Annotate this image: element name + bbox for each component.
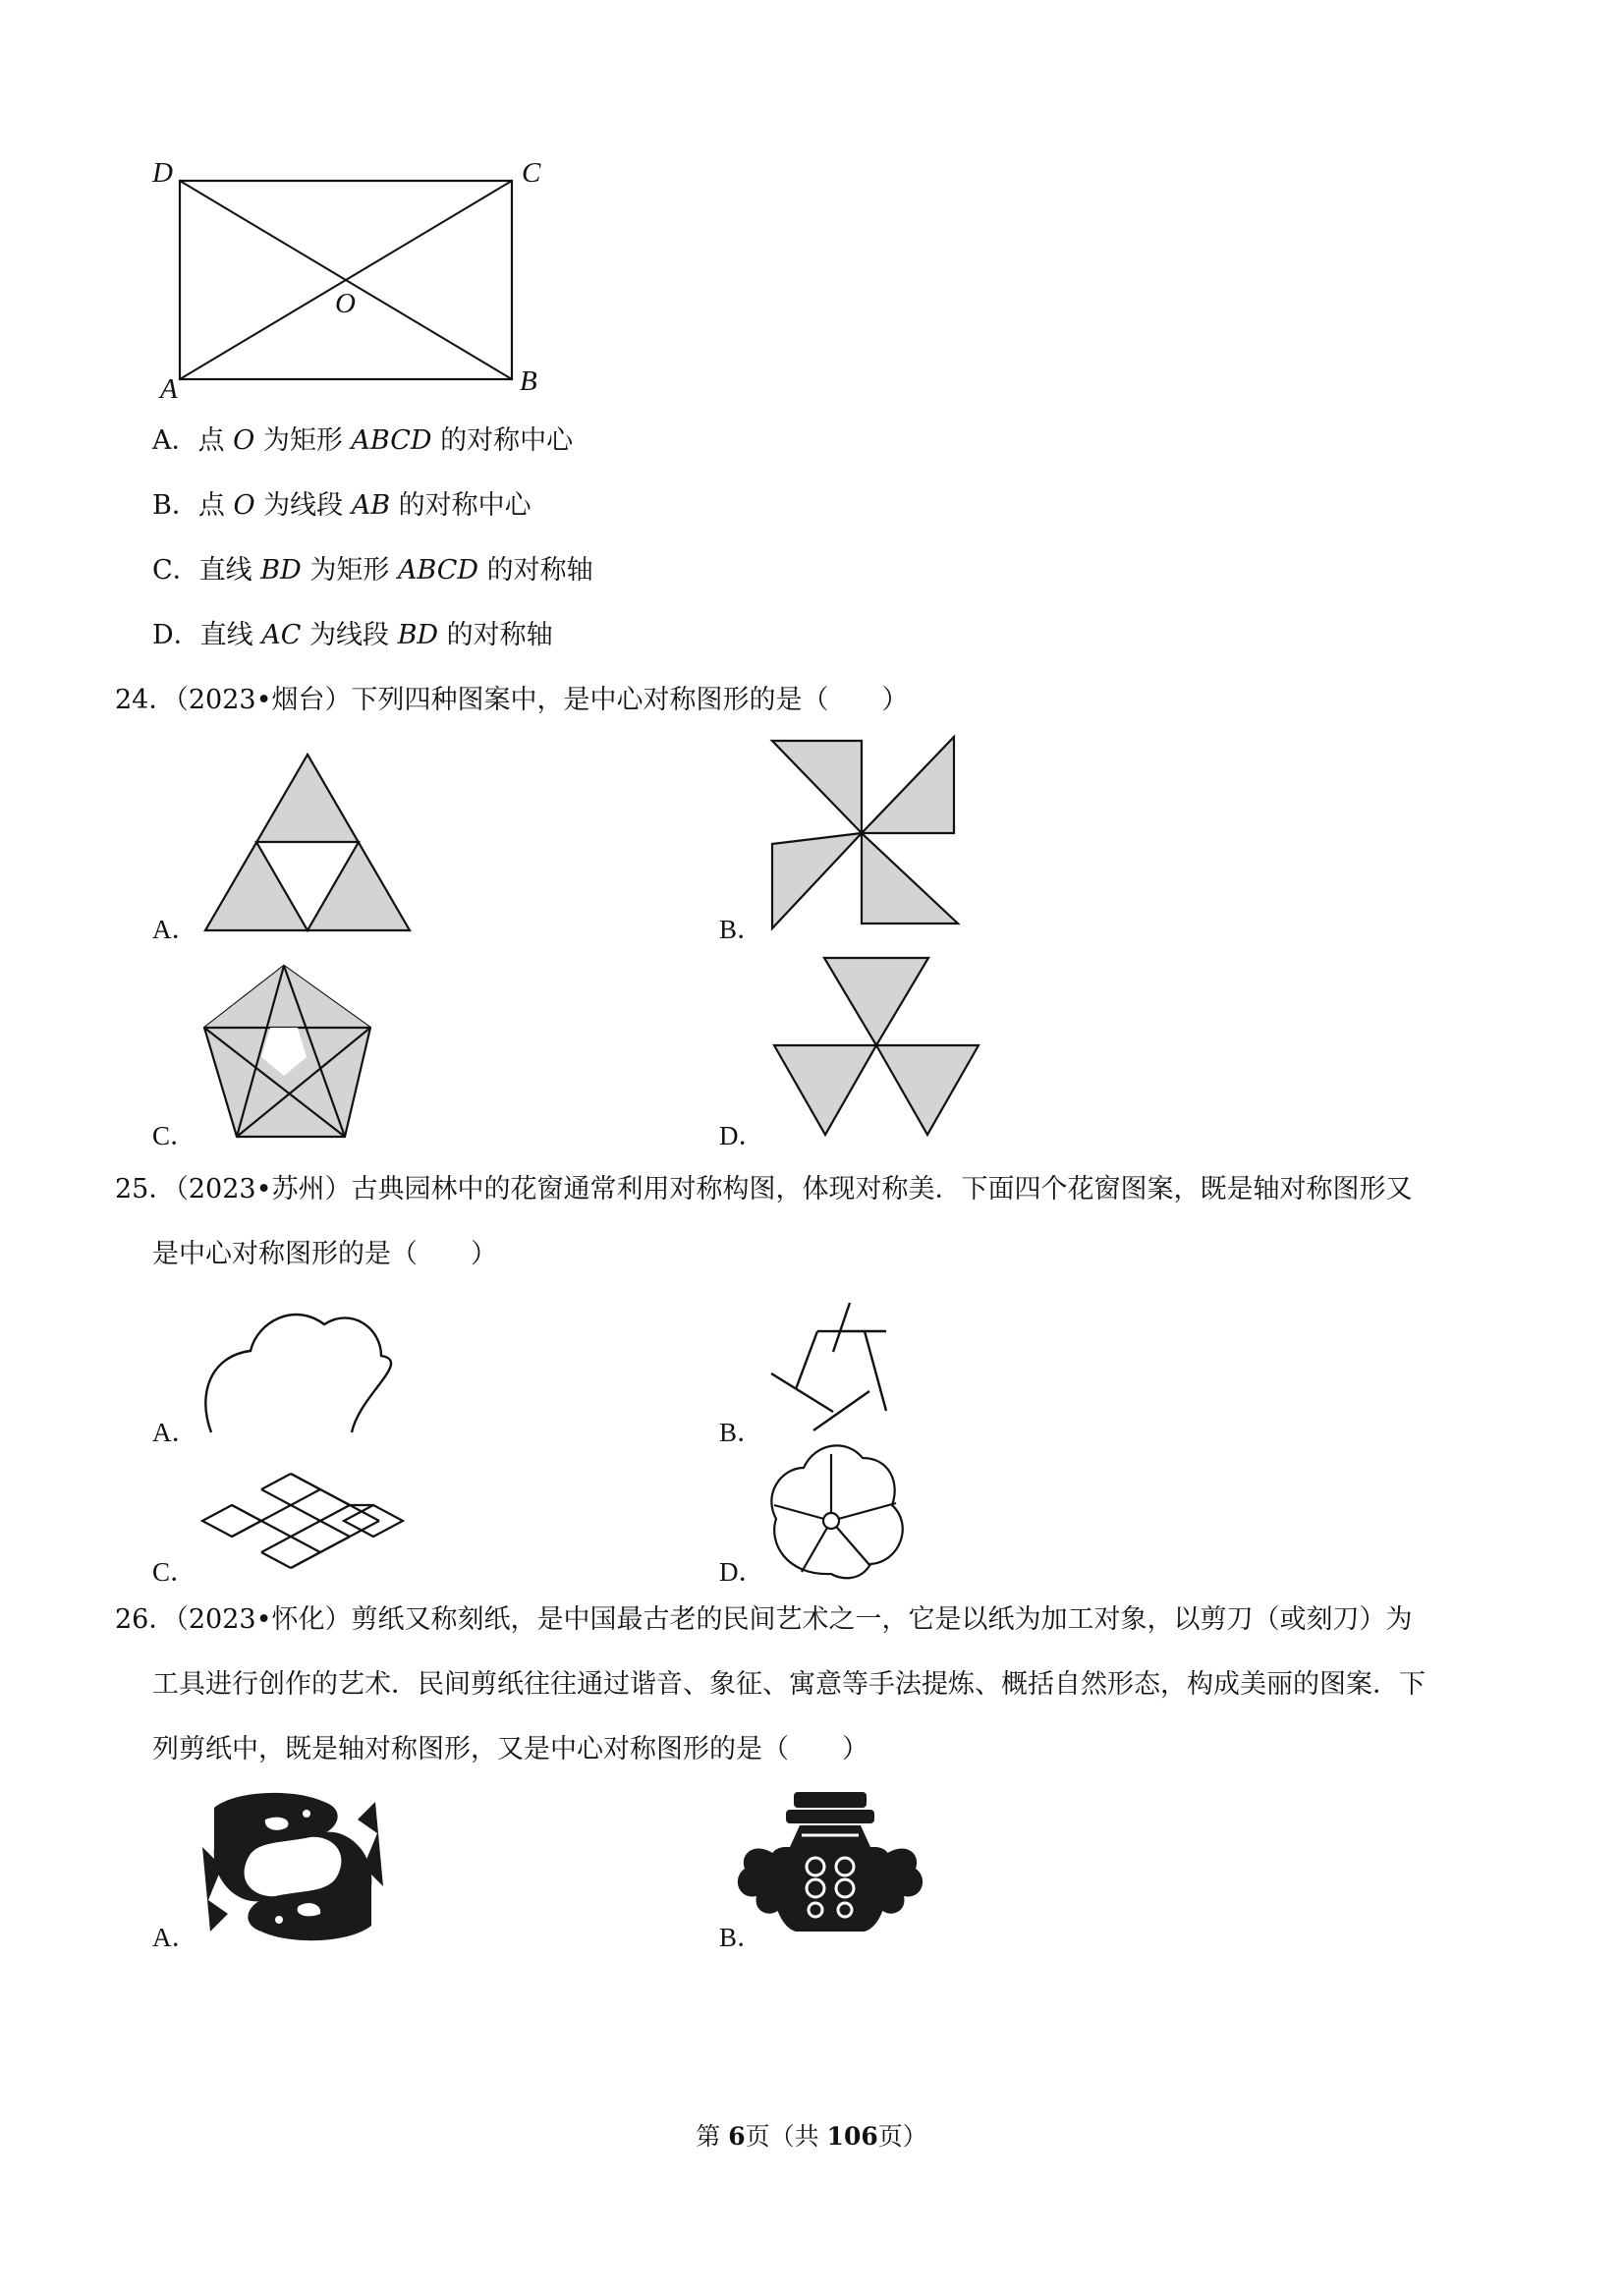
q25-label-a: A．: [152, 1418, 198, 1447]
page-total: 106: [826, 2122, 878, 2151]
q23-option-c: C．直线 BD 为矩形 ABCD 的对称轴: [152, 555, 593, 586]
page-footer: 第 6页（共 106页）: [696, 2122, 927, 2151]
page-number: 6: [728, 2122, 746, 2151]
q23-option-d: D．直线 AC 为线段 BD 的对称轴: [152, 620, 553, 650]
vertex-label-c: C: [522, 157, 541, 189]
q24-label-d: D．: [719, 1121, 765, 1150]
q26-label-a: A．: [152, 1923, 198, 1952]
q26-stem-line2: 工具进行创作的艺术．民间剪纸往往通过谐音、象征、寓意等手法提炼、概括自然形态，构成美丽的图案．下: [152, 1669, 1426, 1700]
q23-option-a: A．点 O 为矩形 ABCD 的对称中心: [152, 425, 574, 456]
q24-label-c: C．: [152, 1121, 197, 1150]
vertex-label-d: D: [152, 157, 173, 189]
vertex-label-a: A: [160, 373, 178, 405]
q26-stem-line3: 列剪纸中，既是轴对称图形，又是中心对称图形的是（ ）: [152, 1734, 868, 1764]
q24-label-a: A．: [152, 915, 198, 944]
q23-option-b: B．点 O 为线段 AB 的对称中心: [152, 490, 532, 521]
center-label-o: O: [335, 288, 356, 319]
q25-label-d: D．: [719, 1557, 765, 1587]
q25-stem-line1: 25．（2023•苏州）古典园林中的花窗通常利用对称构图，体现对称美．下面四个花窗图案，既是轴对称图形又: [115, 1174, 1413, 1204]
q26-stem-line1: 26．（2023•怀化）剪纸又称刻纸，是中国最古老的民间艺术之一，它是以纸为加工对象，以剪刀（或刻刀）为: [115, 1604, 1413, 1635]
q25-label-b: B．: [719, 1418, 764, 1447]
q25-stem-line2: 是中心对称图形的是（ ）: [152, 1239, 497, 1269]
vertex-label-b: B: [520, 365, 537, 397]
q26-label-b: B．: [719, 1923, 764, 1952]
q24-label-b: B．: [719, 915, 764, 944]
q24-stem: 24．（2023•烟台）下列四种图案中，是中心对称图形的是（ ）: [115, 685, 909, 715]
q25-label-c: C．: [152, 1557, 197, 1587]
